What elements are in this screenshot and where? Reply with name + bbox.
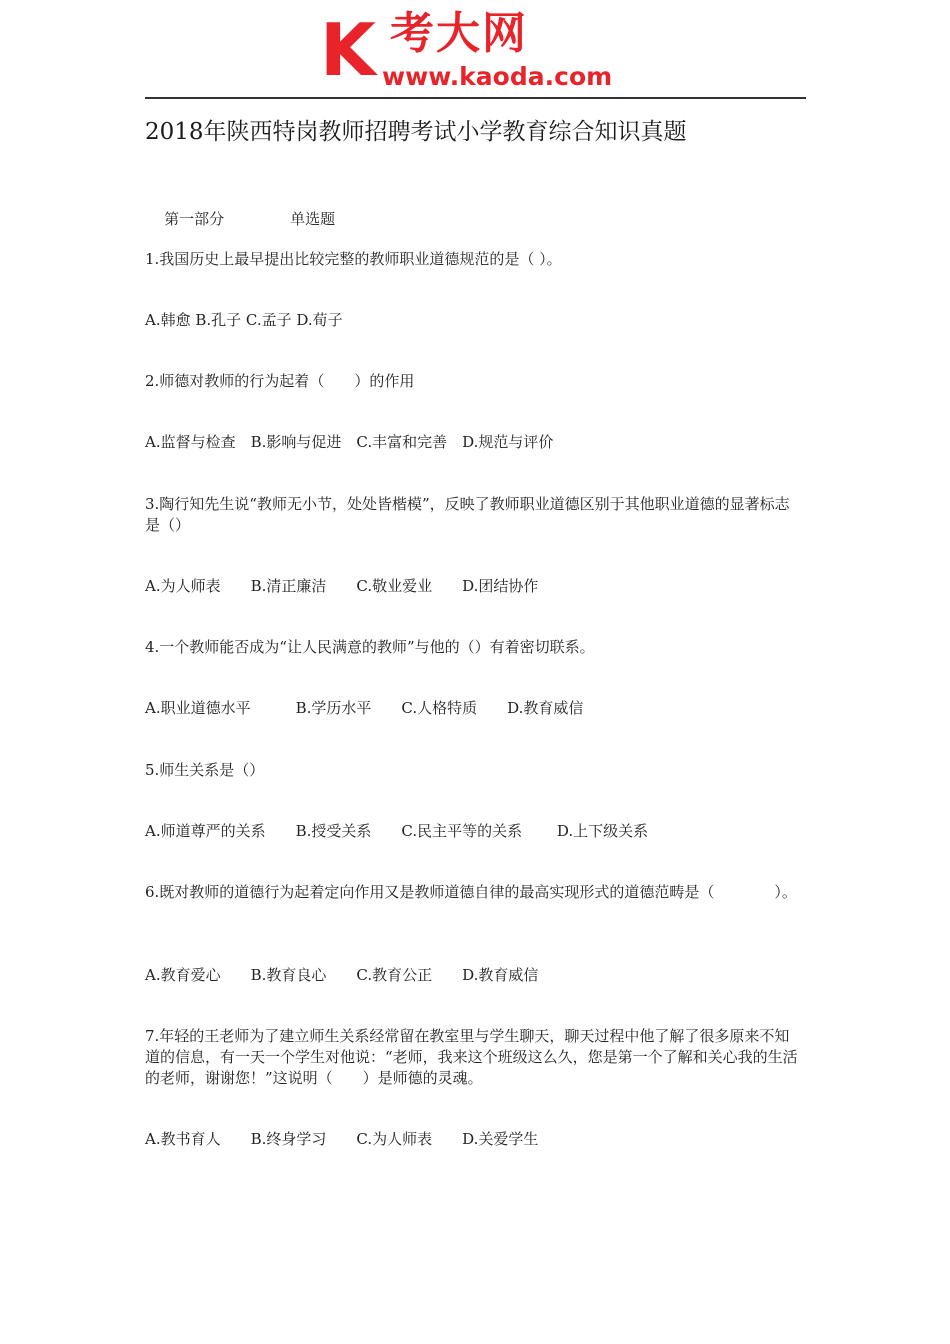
section-heading	[145, 188, 800, 251]
question-4-options: A.职业道德水平 B.学历水平 C.人格特质 D.教育威信	[145, 699, 584, 717]
question-6-options: A.教育爱心 B.教育良心 C.教育公正 D.教育威信	[145, 966, 539, 984]
question-5-stem: 5.师生关系是（）	[145, 761, 265, 779]
question-1-options: A.韩愈 B.孔子 C.孟子 D.荀子	[145, 311, 343, 329]
question-7-stem: 7.年轻的王老师为了建立师生关系经常留在教室里与学生聊天，聊天过程中他了解了很多原来不知道的信息，有一天一个学生对他说：“老师，我来这个班级这么久，您是第一个了解和关心我的生活的老师，谢谢您！”这说明（ ）是师德的灵魂。	[145, 1027, 798, 1087]
section-part: 第一部分	[164, 210, 225, 228]
kaoda-logo[interactable]	[320, 6, 640, 94]
question-5-options: A.师道尊严的关系 B.授受关系 C.民主平等的关系 D.上下级关系	[145, 822, 649, 840]
question-1-stem: 1.我国历史上最早提出比较完整的教师职业道德规范的是（ ）。	[145, 250, 562, 268]
question-6-stem: 6.既对教师的道德行为起着定向作用又是教师道德自律的最高实现形式的道德范畴是（ ）。	[145, 883, 797, 901]
logo-k-mark: K	[320, 8, 372, 92]
logo-chinese-name: 考大网	[390, 8, 528, 59]
question-7-options: A.教书育人 B.终身学习 C.为人师表 D.关爱学生	[145, 1130, 539, 1148]
question-4-stem: 4.一个教师能否成为“让人民满意的教师”与他的（）有着密切联系。	[145, 638, 595, 656]
logo-url: www.kaoda.com	[382, 62, 613, 91]
question-3-options: A.为人师表 B.清正廉洁 C.敬业爱业 D.团结协作	[145, 577, 539, 595]
question-3-stem: 3.陶行知先生说“教师无小节，处处皆楷模”，反映了教师职业道德区别于其他职业道德的显著标志是（）	[145, 495, 790, 534]
question-2-stem: 2.师德对教师的行为起着（ ）的作用	[145, 372, 415, 390]
page-header	[145, 0, 806, 98]
section-type: 单选题	[290, 210, 336, 228]
question-2-options: A.监督与检查 B.影响与促进 C.丰富和完善 D.规范与评价	[145, 433, 554, 451]
document-title: 2018年陕西特岗教师招聘考试小学教育综合知识真题	[145, 119, 687, 145]
header-divider	[145, 97, 806, 99]
